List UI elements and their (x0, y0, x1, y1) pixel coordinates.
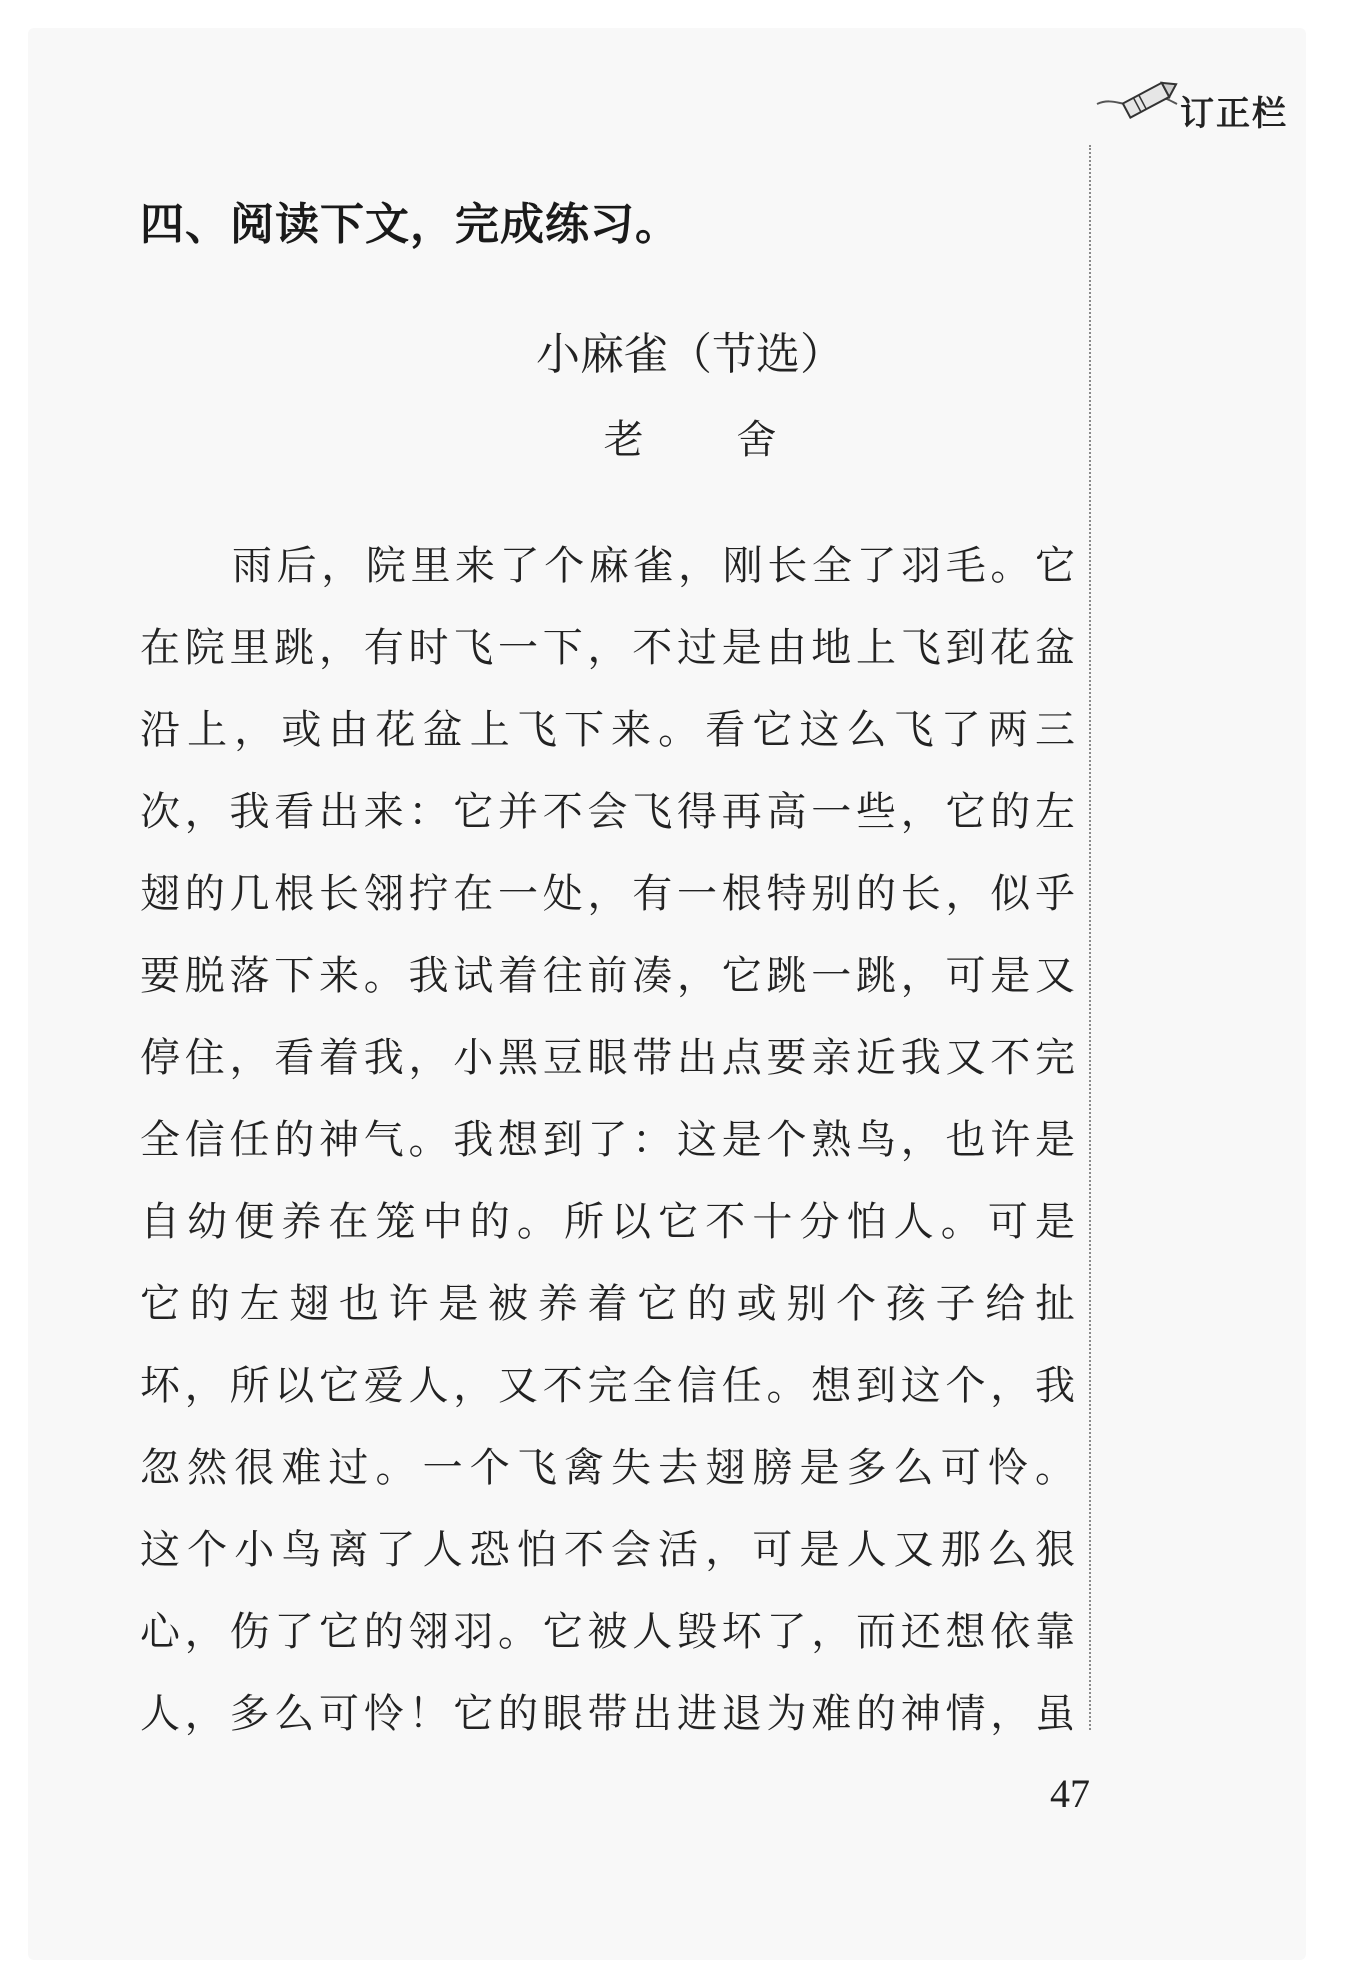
article-title: 小麻雀（节选） (536, 329, 844, 380)
passage-line: 这个小鸟离了人恐怕不会活，可是人又那么狠 (140, 1527, 1075, 1573)
article-author: 老 舍 (603, 417, 817, 463)
passage-line: 它的左翅也许是被养着它的或别个孩子给扯 (140, 1281, 1075, 1327)
correction-column-label: 订正栏 (1180, 94, 1288, 134)
reading-passage (140, 525, 1075, 1755)
passage-line: 心，伤了它的翎羽。它被人毁坏了，而还想依靠 (140, 1609, 1075, 1655)
passage-line: 自幼便养在笼中的。所以它不十分怕人。可是 (140, 1199, 1075, 1245)
passage-line: 次，我看出来：它并不会飞得再高一些，它的左 (140, 789, 1075, 835)
section-heading: 四、阅读下文，完成练习。 (140, 199, 680, 250)
passage-line: 坏，所以它爱人，又不完全信任。想到这个，我 (140, 1363, 1075, 1409)
passage-line: 人，多么可怜！它的眼带出进退为难的神情，虽 (140, 1691, 1075, 1737)
passage-line: 雨后，院里来了个麻雀，刚长全了羽毛。它 (232, 543, 1075, 589)
passage-line: 在院里跳，有时飞一下，不过是由地上飞到花盆 (140, 625, 1075, 671)
passage-line: 忽然很难过。一个飞禽失去翅膀是多么可怜。 (140, 1445, 1075, 1491)
correction-column-divider (1089, 145, 1091, 1730)
passage-line: 要脱落下来。我试着往前凑，它跳一跳，可是又 (140, 953, 1075, 999)
passage-line: 翅的几根长翎拧在一处，有一根特别的长，似乎 (140, 871, 1075, 917)
passage-line: 全信任的神气。我想到了：这是个熟鸟，也许是 (140, 1117, 1075, 1163)
passage-line: 沿上，或由花盆上飞下来。看它这么飞了两三 (140, 707, 1075, 753)
page-number: 47 (1050, 1771, 1090, 1816)
passage-line: 停住，看着我，小黑豆眼带出点要亲近我又不完 (140, 1035, 1075, 1081)
